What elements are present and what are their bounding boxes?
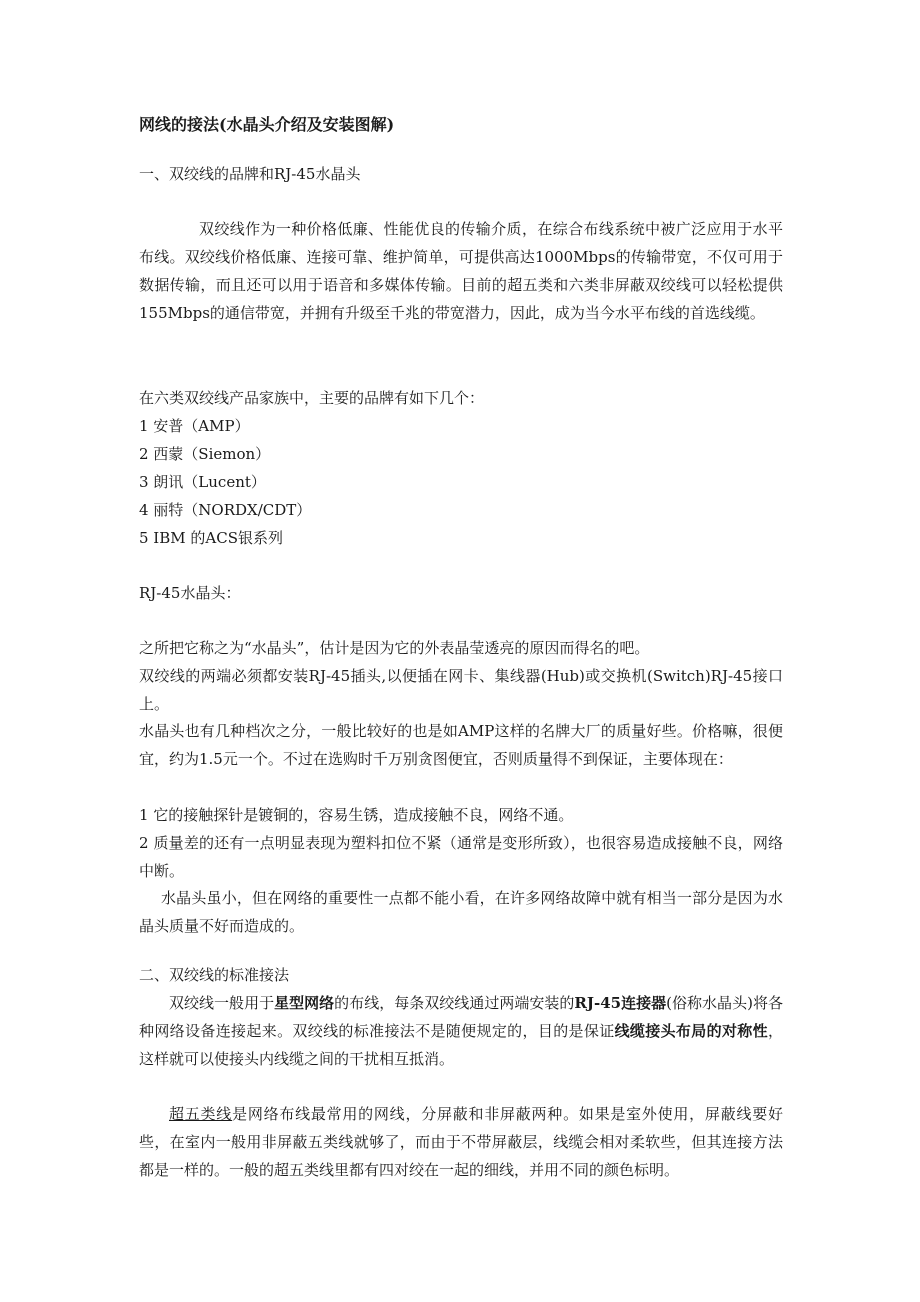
- rj45-connector-term: RJ-45连接器: [574, 994, 667, 1012]
- symmetry-term: 线缆接头布局的对称性: [614, 1022, 768, 1040]
- brand-item: 4 丽特（NORDX/CDT）: [139, 501, 312, 519]
- section2-heading: 二、双绞线的标准接法: [139, 966, 290, 984]
- section1-heading: 一、双绞线的品牌和RJ-45水晶头: [139, 165, 361, 183]
- rj45-name-origin: 之所把它称之为“水晶头”，估计是因为它的外表晶莹透亮的原因而得名的吧。: [139, 639, 650, 657]
- rj45-install: 双绞线的两端必须都安装RJ-45插头,以便插在网卡、集线器(Hub)或交换机(Switch)RJ-45接口上。: [139, 667, 783, 713]
- document-title: 网线的接法(水晶头介绍及安装图解): [139, 115, 395, 134]
- star-network-term: 星型网络: [274, 994, 335, 1012]
- cat5e-link[interactable]: 超五类线: [169, 1105, 233, 1123]
- text-run: ，这样就可以使接头内线缆之间的干扰相互抵消。: [139, 1022, 783, 1068]
- intro-paragraph: 双绞线作为一种价格低廉、性能优良的传输介质，在综合布线系统中被广泛应用于水平布线。双绞线价格低廉、连接可靠、维护简单，可提供高达1000Mbps的传输带宽，不仅可用于数据传输，而且还可以用于语音和多媒体传输。目前的超五类和六类非屏蔽双绞线可以轻松提供155Mbps的通信带宽，并拥有升级至千兆的带宽潜力，因此，成为当今水平布线的首选线缆。: [139, 220, 783, 322]
- brand-item: 3 朗讯（Lucent）: [139, 473, 266, 491]
- text-run: (俗称水晶头)将各种网络设备连接起来。双绞线的标准接法不是随便规定的，目的是保证: [139, 994, 783, 1040]
- text-run: 是网络布线最常用的网线，分屏蔽和非屏蔽两种。如果是室外使用，屏蔽线要好些，在室内一般用非屏蔽五类线就够了，而由于不带屏蔽层，线缆会相对柔软些，但其连接方法都是一样的。一般的超五类线里都有四对绞在一起的细线，并用不同的颜色标明。: [139, 1105, 783, 1179]
- text-run: 的布线，每条双绞线通过两端安装的: [334, 994, 575, 1012]
- quality-point: 2 质量差的还有一点明显表现为塑料扣位不紧（通常是变形所致），也很容易造成接触不良，网络中断。: [139, 834, 783, 880]
- text-run: 双绞线一般用于: [169, 994, 275, 1012]
- brand-item: 2 西蒙（Siemon）: [139, 445, 271, 463]
- brand-item: 5 IBM 的ACS银系列: [139, 529, 283, 547]
- rj45-importance: 水晶头虽小，但在网络的重要性一点都不能小看，在许多网络故障中就有相当一部分是因为水晶头质量不好而造成的。: [139, 889, 783, 935]
- brand-item: 1 安普（AMP）: [139, 417, 250, 435]
- cat5e-paragraph: [139, 1100, 783, 1184]
- rj45-quality: 水晶头也有几种档次之分，一般比较好的也是如AMP这样的名牌大厂的质量好些。价格嘛，很便宜，约为1.5元一个。不过在选购时千万别贪图便宜，否则质量得不到保证，主要体现在：: [139, 722, 783, 768]
- section2-paragraph: [139, 989, 783, 1073]
- quality-point: 1 它的接触探针是镀铜的，容易生锈，造成接触不良，网络不通。: [139, 806, 574, 824]
- brands-intro: 在六类双绞线产品家族中，主要的品牌有如下几个：: [139, 389, 485, 407]
- rj45-heading: RJ-45水晶头：: [139, 584, 241, 602]
